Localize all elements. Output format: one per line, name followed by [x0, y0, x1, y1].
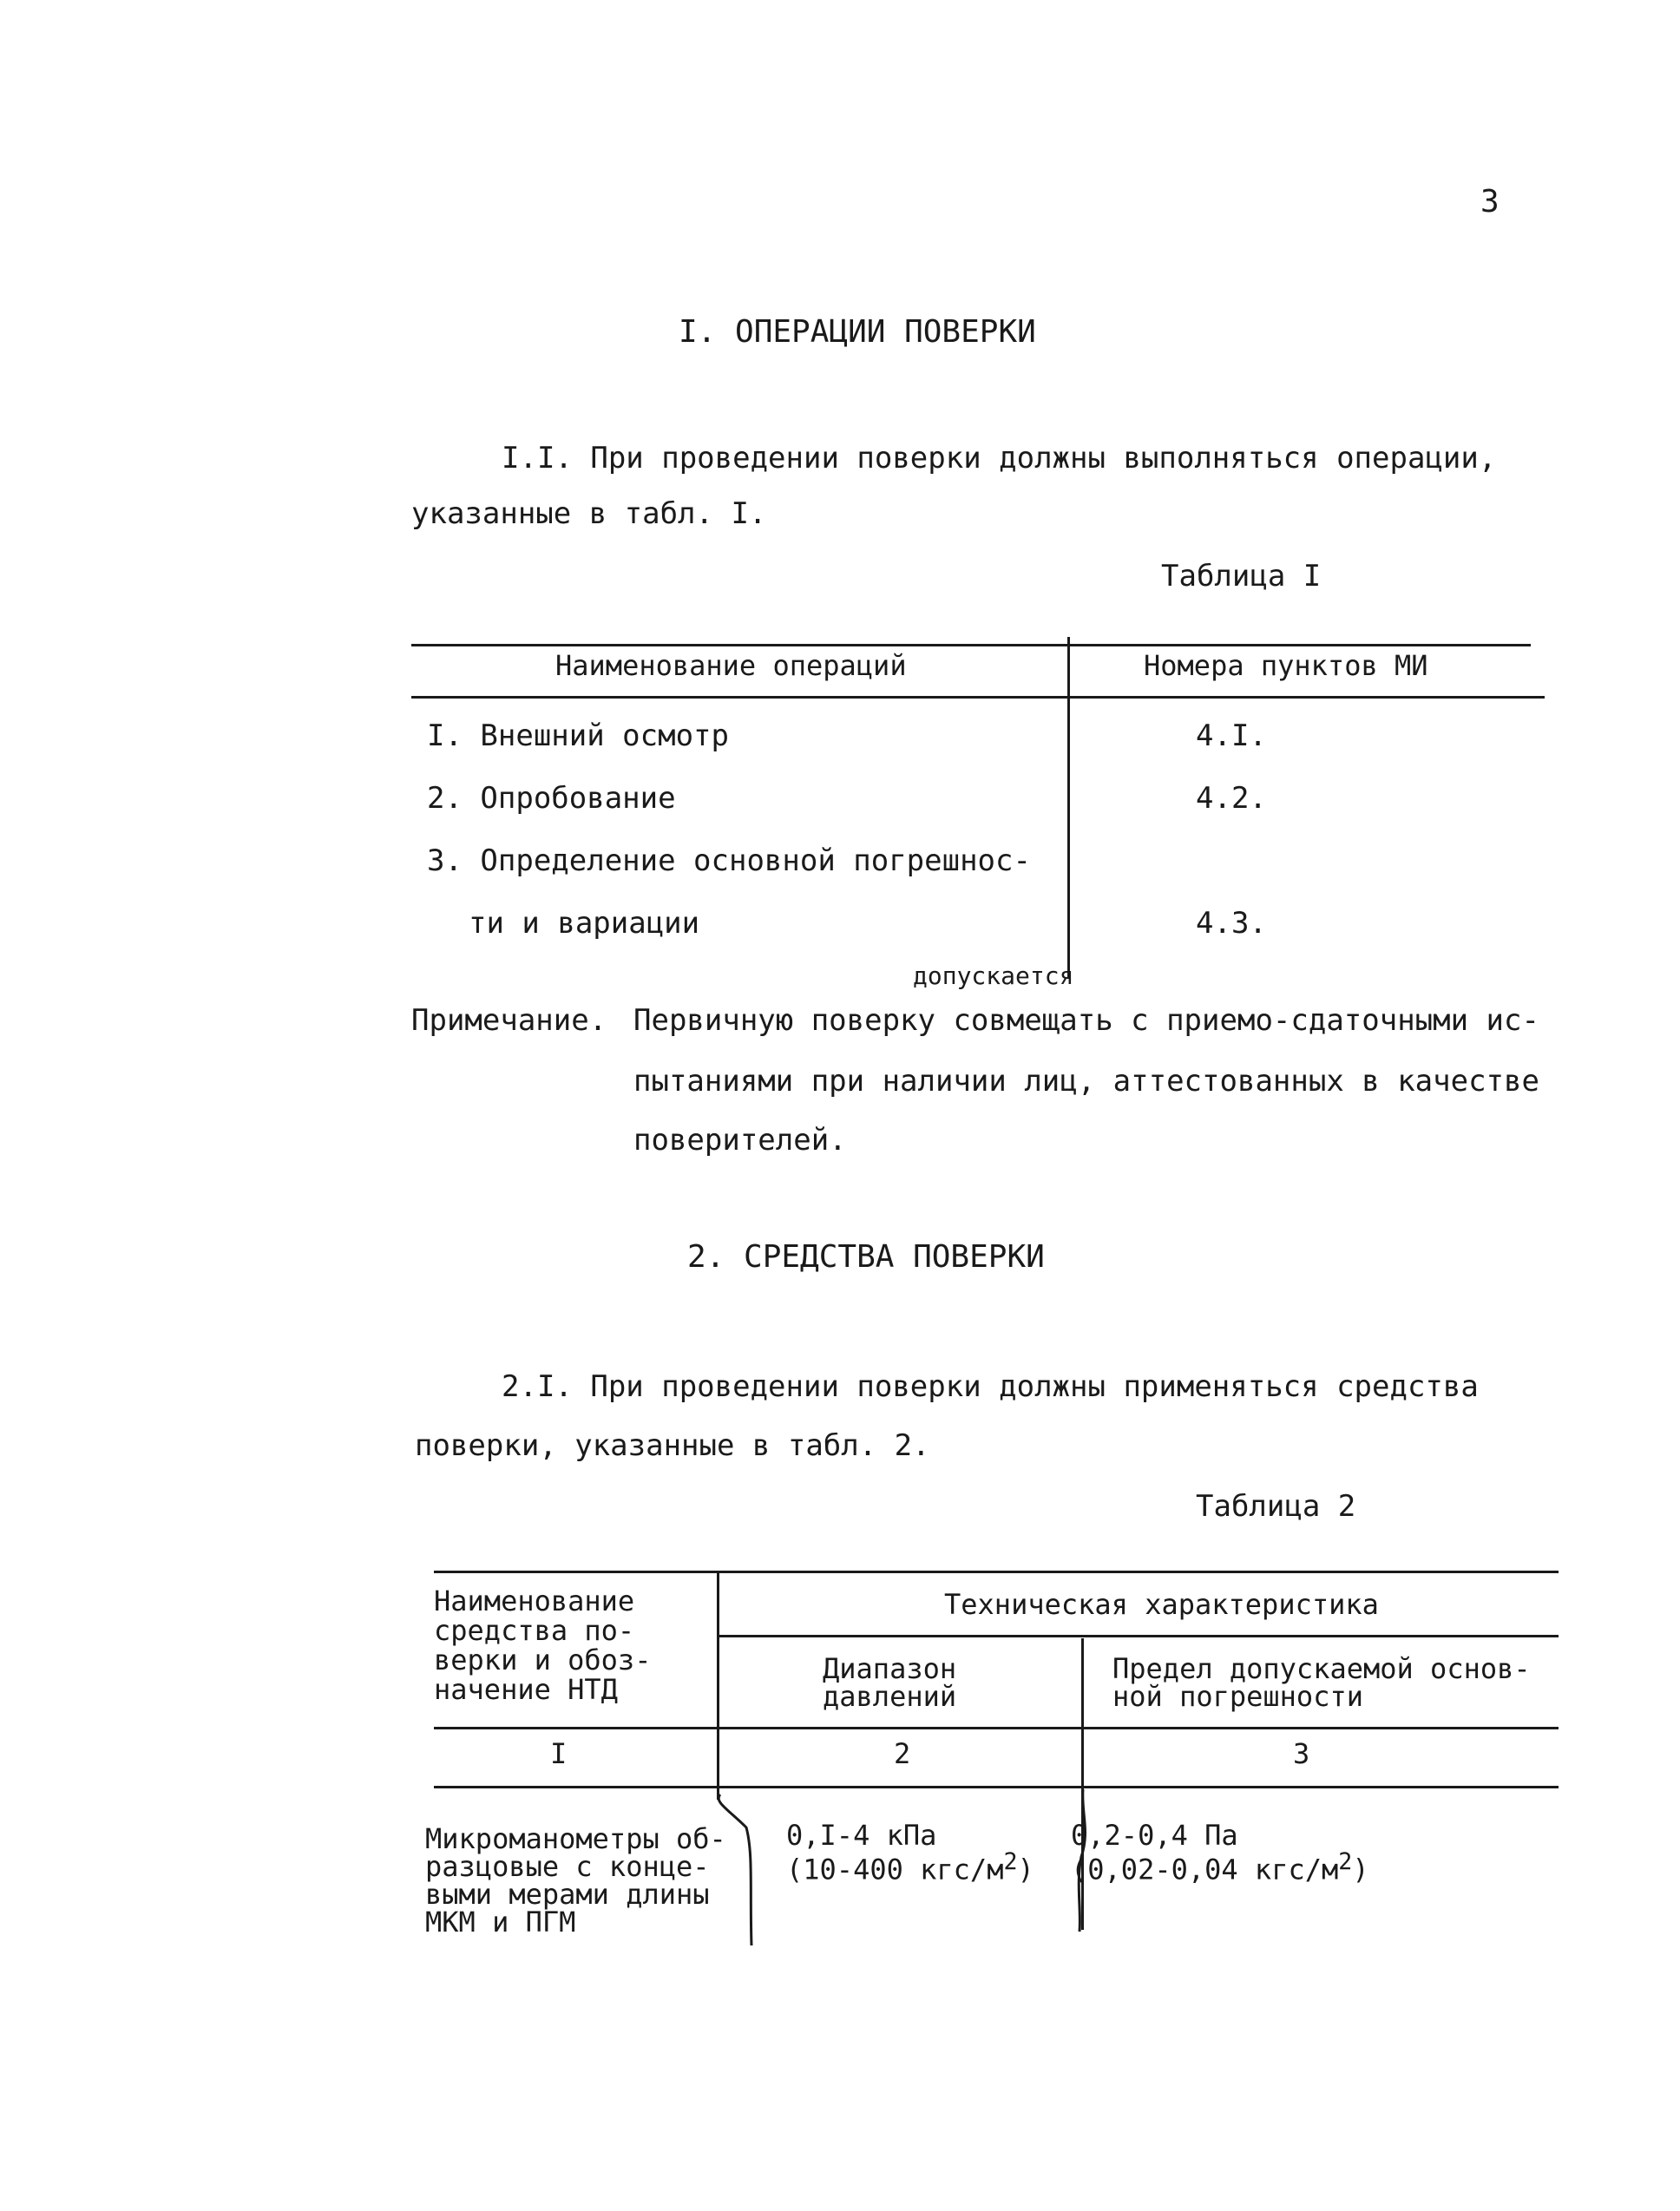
table2-column-number: 2 — [894, 1737, 911, 1770]
section1-paragraph-line2: указанные в табл. I. — [411, 496, 767, 531]
table1-row-number: 4.3. — [1196, 906, 1267, 941]
note-line1: Первичную поверку совмещать с приемо-сдаточными ис- — [633, 1003, 1539, 1038]
note-handwritten-insert: допускается — [913, 961, 1074, 990]
table2-group-rule — [717, 1635, 1559, 1637]
table2-col1-header-line: Наименование — [434, 1584, 635, 1617]
table2-header-rule — [434, 1727, 1559, 1729]
table2-row-col1-line: разцовые с конце- — [425, 1850, 710, 1883]
table2-col1-header-line: начение НТД — [434, 1673, 618, 1706]
table2-col3-header-line: ной погрешности — [1112, 1680, 1363, 1713]
table2-col2-header-line: Диапазон — [823, 1652, 957, 1685]
table1-row-name: I. Внешний осмотр — [427, 718, 729, 753]
table2-column-number: I — [550, 1737, 568, 1770]
table2-row-col2-value: (10-400 кгс/м — [786, 1853, 1004, 1886]
table2-row-col1-line: Микроманометры об- — [425, 1822, 726, 1855]
table1-column-divider — [1067, 637, 1070, 979]
table1-top-rule — [411, 644, 1531, 646]
table1-caption: Таблица I — [1161, 559, 1322, 594]
note-label: Примечание. — [411, 1003, 607, 1038]
section2-heading: 2. СРЕДСТВА ПОВЕРКИ — [687, 1239, 1045, 1275]
table2-row-col3-value: (0,02-0,04 кгс/м — [1071, 1853, 1339, 1886]
table2-row-col1-line: МКМ и ПГМ — [425, 1906, 576, 1939]
table2-caption: Таблица 2 — [1196, 1489, 1356, 1524]
table2-row-col2-range: 0,I-4 кПа — [786, 1819, 937, 1852]
table1-header-name: Наименование операций — [555, 649, 907, 682]
table1-row-number: 4.2. — [1196, 781, 1267, 816]
section1-heading: I. ОПЕРАЦИИ ПОВЕРКИ — [679, 314, 1036, 350]
table2-column-divider-1 — [717, 1571, 719, 1800]
table1-row-name: 3. Определение основной погрешнос- — [427, 843, 1031, 878]
table1-row-name: 2. Опробование — [427, 781, 676, 816]
table2-group-header: Техническая характеристика — [944, 1588, 1379, 1621]
table2-column-number: 3 — [1293, 1737, 1310, 1770]
table2-col3-header-line: Предел допускаемой основ- — [1112, 1652, 1531, 1685]
table2-col2-header-line: давлений — [823, 1680, 957, 1713]
table2-top-rule — [434, 1571, 1559, 1573]
note-line2: пытаниями при наличии лиц, аттестованных в качестве — [633, 1064, 1539, 1099]
table2-bracket-left — [712, 1793, 764, 1949]
table2-col1-header-line: верки и обоз- — [434, 1643, 652, 1676]
table1-row-name: ти и вариации — [469, 906, 700, 941]
table2-row-col1-line: выми мерами длины — [425, 1878, 710, 1911]
section1-paragraph-line1: I.I. При проведении поверки должны выполняться операции, — [502, 441, 1497, 476]
table2-row-col3-limit-kgf: (0,02-0,04 кгс/$м^2$) — [1071, 1848, 1369, 1886]
section2-paragraph-line2: поверки, указанные в табл. 2. — [415, 1428, 930, 1463]
table2-row-col3-superscript: 2 — [1338, 1848, 1353, 1875]
table2-numbers-rule — [434, 1786, 1559, 1788]
table2-col1-header-line: средства по- — [434, 1614, 635, 1647]
section2-paragraph-line1: 2.I. При проведении поверки должны применяться средства — [502, 1369, 1479, 1404]
table1-header-rule — [411, 696, 1545, 699]
table2-row-col2-range-kgf: (10-400 кгс/$м^2$) — [786, 1848, 1034, 1886]
table1-header-number: Номера пунктов МИ — [1144, 649, 1428, 682]
table1-row-number: 4.I. — [1196, 718, 1267, 753]
table2-row-col2-superscript: 2 — [1003, 1848, 1018, 1875]
page-number: 3 — [1480, 184, 1500, 220]
table2-row-col3-limit: 0,2-0,4 Па — [1071, 1819, 1238, 1852]
note-line3: поверителей. — [633, 1123, 847, 1158]
